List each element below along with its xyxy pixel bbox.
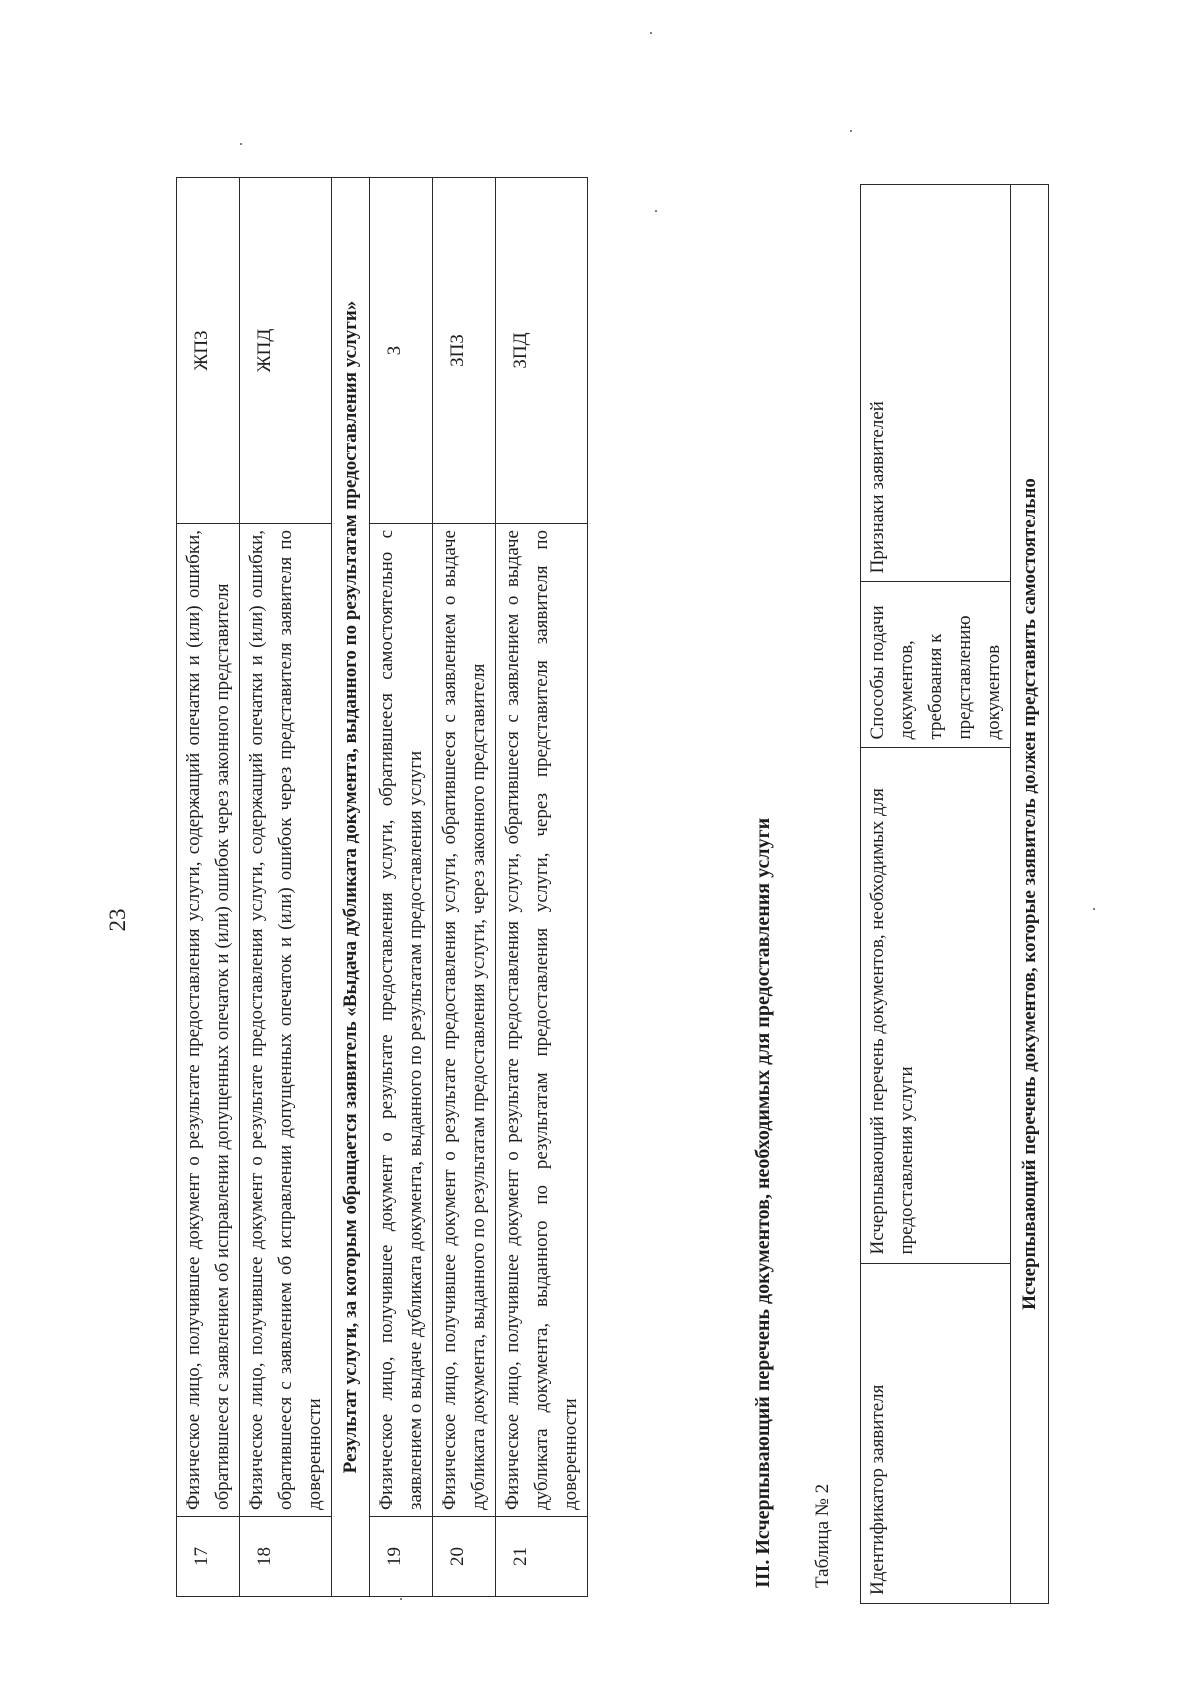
row-number: 17: [177, 1517, 240, 1597]
section-row: [332, 178, 370, 1597]
applicant-variants-table: [176, 177, 588, 1597]
column-header: Признаки заявителей: [861, 185, 1011, 582]
scan-speck: [400, 1598, 402, 1600]
scan-speck: [655, 210, 657, 212]
scan-speck: [850, 130, 852, 132]
applicant-code: ЗПЗ: [433, 178, 496, 524]
documents-table: [860, 184, 1049, 1604]
rotated-content: [176, 182, 1076, 1682]
applicant-description: Физическое лицо, получившее документ о результате предоставления услуги, обратившееся с заявлением о выдаче дубликата документа, выданного по результатам предоставления услуги, через представителя заявителя по доверенности: [496, 524, 588, 1517]
table-row: [177, 178, 240, 1597]
row-number: 21: [496, 1517, 588, 1597]
applicant-description: Физическое лицо, получившее документ о результате предоставления услуги, содержащий опечатки и (или) ошибки, обратившееся с заявлением об исправлении допущенных опечаток и (или) ошибок через представителя заявителя по доверенности: [240, 524, 332, 1517]
row-number: 19: [370, 1517, 433, 1597]
section-heading: III. Исчерпывающий перечень документов, необходимых для предоставления услуги: [752, 817, 774, 1588]
section-title: Исчерпывающий перечень документов, которые заявитель должен представить самостоятельно: [1011, 185, 1049, 1604]
table-row: [370, 178, 433, 1597]
scan-speck: [240, 143, 242, 145]
column-header: Исчерпывающий перечень документов, необходимых для предоставления услуги: [861, 748, 1011, 1263]
applicant-description: Физическое лицо, получившее документ о результате предоставления услуги, содержащий опечатки и (или) ошибки, обратившееся с заявлением об исправлении допущенных опечаток и (или) ошибок через законного представителя: [177, 524, 240, 1517]
applicant-description: Физическое лицо, получившее документ о результате предоставления услуги, обратившееся самостоятельно с заявлением о выдаче дубликата документа, выданного по результатам предоставления услуги: [370, 524, 433, 1517]
row-number: 18: [240, 1517, 332, 1597]
scan-speck: [1093, 908, 1095, 910]
page-number: 23: [105, 908, 130, 932]
table-caption: Таблица № 2: [812, 1483, 833, 1588]
applicant-code: З: [370, 178, 433, 524]
row-number: 20: [433, 1517, 496, 1597]
table-header-row: [861, 185, 1011, 1604]
column-header: Способы подачи документов, требования к представлению документов: [861, 582, 1011, 748]
table-row: [240, 178, 332, 1597]
table-row: [496, 178, 588, 1597]
applicant-code: ЖПД: [240, 178, 332, 524]
column-header: Идентификатор заявителя: [861, 1263, 1011, 1603]
section-title: Результат услуги, за которым обращается заявитель «Выдача дубликата документа, выданного по результатам предоставления услуги»: [332, 178, 370, 1597]
section-row: [1011, 185, 1049, 1604]
scan-speck: [650, 32, 652, 34]
applicant-code: ЗПД: [496, 178, 588, 524]
applicant-code: ЖПЗ: [177, 178, 240, 524]
applicant-description: Физическое лицо, получившее документ о результате предоставления услуги, обратившееся с заявлением о выдаче дубликата документа, выданного по результатам предоставления услуги, через законного представителя: [433, 524, 496, 1517]
table-row: [433, 178, 496, 1597]
